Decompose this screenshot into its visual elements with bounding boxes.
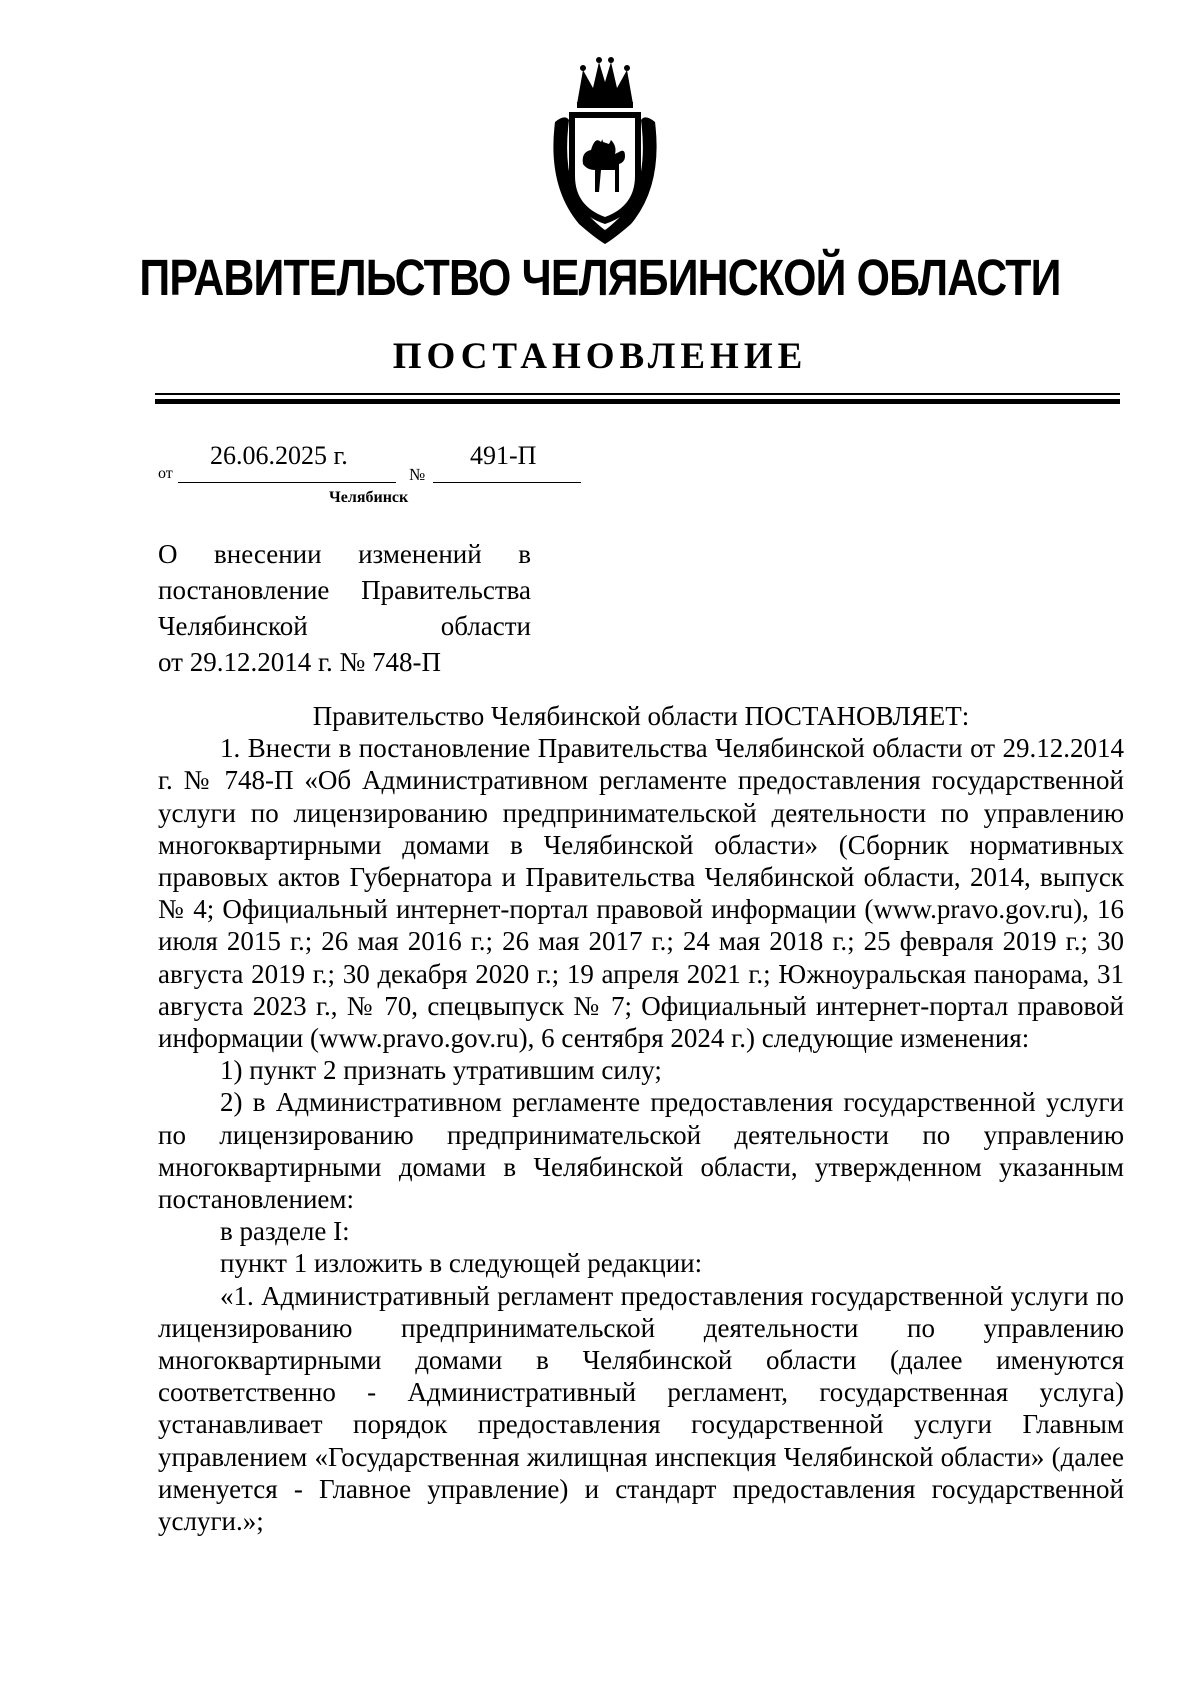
date-underline (178, 482, 396, 483)
number-underline (433, 482, 581, 483)
number-prefix: № (409, 465, 426, 484)
subject-line: постановление Правительства (158, 575, 531, 605)
document-subject (158, 536, 531, 680)
body-paragraph: 1. Внести в постановление Правительства Челябинской области от 29.12.2014 г. № 748-П «Об Административном регламенте предоставления государственной услуги по лицензированию предпринимательской деятельности по управлению многоквартирными домами в Челябинской области» (Сборник нормативных правовых актов Губернатора и Правительства Челябинской области, 2014, выпуск № 4; Официальный интернет-портал правовой информации (www.pravo.gov.ru), 16 июля 2015 г.; 26 мая 2016 г.; 26 мая 2017 г.; 24 мая 2018 г.; 25 февраля 2019 г.; 30 августа 2019 г.; 30 декабря 2020 г.; 19 апреля 2021 г.; Южноуральская панорама, 31 августа 2023 г., № 70, спецвыпуск № 7; Официальный интернет-портал правовой информации (www.pravo.gov.ru), 6 сентября 2024 г.) следующие изменения: (158, 733, 1124, 1054)
document-body (158, 700, 1124, 1537)
document-date: 26.06.2025 г. (210, 441, 348, 470)
subject-line: Челябинской области (158, 611, 531, 641)
body-paragraph: в разделе I: (220, 1216, 350, 1247)
preamble: Правительство Челябинской области ПОСТАНОВЛЯЕТ: (312, 701, 970, 731)
body-paragraph: 1) пункт 2 признать утратившим силу; (220, 1055, 662, 1086)
date-prefix: от (158, 465, 173, 482)
header-rule-thick (155, 399, 1120, 404)
header-rule-thin (155, 393, 1120, 395)
body-paragraph: «1. Административный регламент предоставления государственной услуги по лицензированию предпринимательской деятельности по управлению многоквартирными домами в Челябинской области (далее именуются соответственно - Административный регламент, государственная услуга) устанавливает порядок предоставления государственной услуги Главным управлением «Государственная жилищная инспекция Челябинской области» (далее именуется - Главное управление) и стандарт предоставления государственной услуги.»; (158, 1280, 1124, 1537)
coat-of-arms-icon (545, 56, 665, 252)
body-paragraph: пункт 1 изложить в следующей редакции: (220, 1248, 703, 1279)
body-paragraph: 2) в Административном регламенте предоставления государственной услуги по лицензированию предпринимательской деятельности по управлению многоквартирными домами в Челябинской области, утвержденном указанным постановлением: (158, 1087, 1124, 1215)
document-number: 491-П (470, 441, 537, 470)
city-label: Челябинск (329, 489, 409, 506)
doc-type-title: ПОСТАНОВЛЕНИЕ (392, 336, 808, 377)
org-title: ПРАВИТЕЛЬСТВО ЧЕЛЯБИНСКОЙ ОБЛАСТИ (139, 249, 1061, 306)
subject-line: О внесении изменений в (158, 539, 531, 569)
subject-line: от 29.12.2014 г. № 748-П (158, 647, 441, 677)
